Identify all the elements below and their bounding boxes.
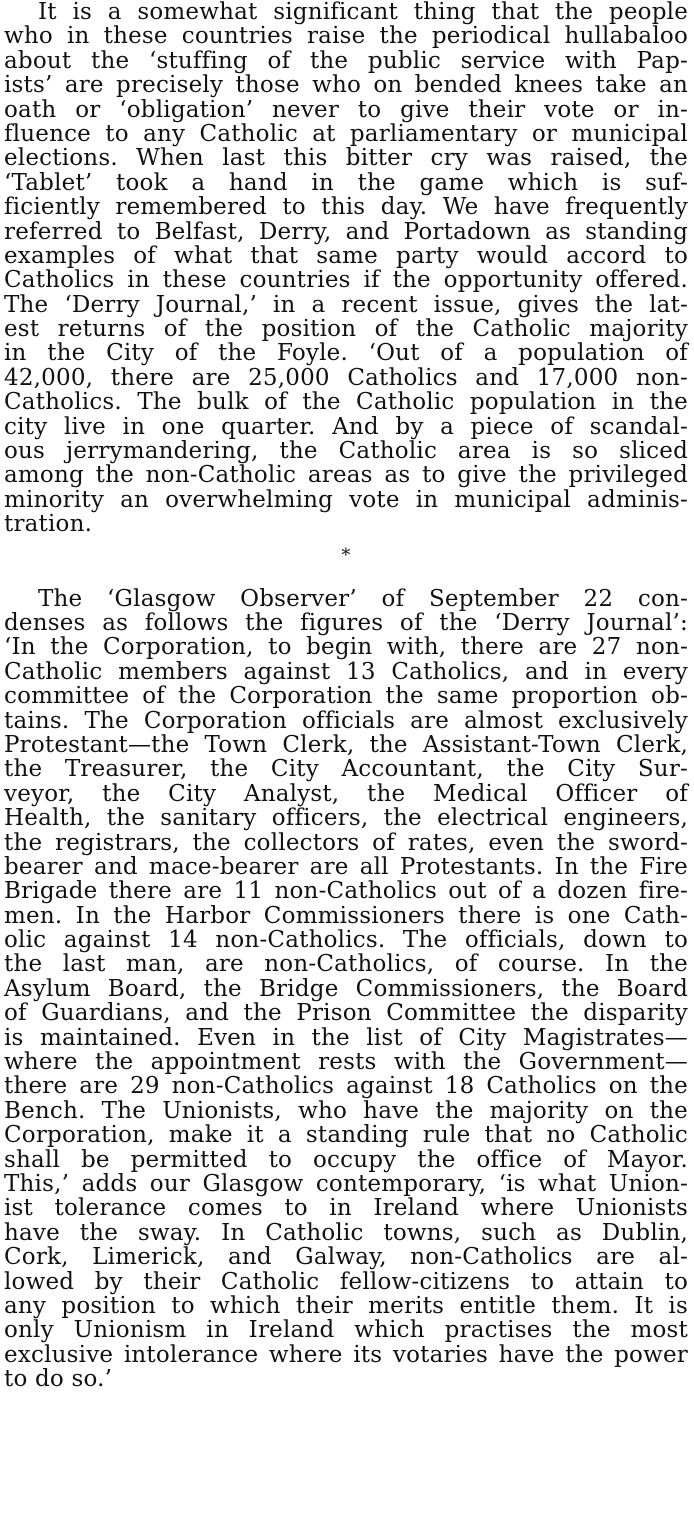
- text-line: fluence to any Catholic at parliamentary or municipal: [4, 120, 688, 147]
- text-line: Health, the sanitary officers, the electrical engineers,: [4, 805, 688, 832]
- text-line: the last man, are non-Catholics, of course. In the: [4, 951, 688, 978]
- text-line: ists’ are precisely those who on bended knees take an: [4, 72, 688, 99]
- text-line: shall be permitted to occupy the office of Mayor.: [4, 1146, 688, 1173]
- text-line: Catholics in these countries if the opportunity offered.: [4, 267, 688, 294]
- text-line: in the City of the Foyle. ‘Out of a population of: [4, 340, 688, 367]
- text-line: oath or ‘obligation’ never to give their vote or in-: [4, 96, 688, 123]
- text-line: who in these countries raise the periodical hullabaloo: [4, 23, 688, 50]
- text-line: veyor, the City Analyst, the Medical Officer of: [4, 780, 688, 807]
- text-line: city live in one quarter. And by a piece of scandal-: [4, 413, 688, 440]
- text-line: examples of what that same party would accord to: [4, 242, 688, 269]
- text-line: olic against 14 non-Catholics. The officials, down to: [4, 927, 688, 954]
- text-line: ous jerrymandering, the Catholic area is so sliced: [4, 438, 688, 465]
- text-line: The ‘Derry Journal,’ in a recent issue, gives the lat-: [4, 291, 688, 318]
- text-line: Corporation, make it a standing rule that no Catholic: [4, 1122, 688, 1149]
- text-line: ficiently remembered to this day. We have frequently: [4, 194, 688, 221]
- text-line: exclusive intolerance where its votaries have the power: [4, 1341, 688, 1368]
- paragraph-glasgow-observer: [4, 575, 688, 1392]
- text-line: ‘Tablet’ took a hand in the game which is suf-: [4, 169, 688, 196]
- text-line: Catholics. The bulk of the Catholic population in the: [4, 389, 688, 416]
- text-line: the Treasurer, the City Accountant, the City Sur-: [4, 756, 688, 783]
- paragraph-derry-returns: [4, 0, 688, 537]
- text-line: men. In the Harbor Commissioners there is one Cath-: [4, 902, 688, 929]
- text-line: Protestant—the Town Clerk, the Assistant-Town Clerk,: [4, 731, 688, 758]
- text-line: tains. The Corporation officials are almost exclusively: [4, 707, 688, 734]
- text-line: about the ‘stuffing of the public service with Pap-: [4, 47, 688, 74]
- text-line: ‘In the Corporation, to begin with, there are 27 non-: [4, 634, 688, 661]
- text-line: is maintained. Even in the list of City Magistrates—: [4, 1024, 688, 1051]
- section-separator: *: [341, 544, 351, 566]
- text-line: to do so.’: [4, 1366, 113, 1393]
- text-line: any position to which their merits entitle them. It is: [4, 1292, 688, 1319]
- text-line: the registrars, the collectors of rates, even the sword-: [4, 829, 688, 856]
- text-line: minority an overwhelming vote in municipal adminis-: [4, 486, 688, 513]
- text-line: bearer and mace-bearer are all Protestants. In the Fire: [4, 853, 688, 880]
- text-line: lowed by their Catholic fellow-citizens to attain to: [4, 1268, 688, 1295]
- text-line: tration.: [4, 511, 93, 538]
- text-line: have the sway. In Catholic towns, such as Dublin,: [4, 1219, 688, 1246]
- text-line: Asylum Board, the Bridge Commissioners, the Board: [4, 975, 688, 1002]
- text-line: It is a somewhat significant thing that the people: [38, 0, 688, 25]
- text-line: This,’ adds our Glasgow contemporary, ‘is what Union-: [4, 1170, 688, 1197]
- text-line: committee of the Corporation the same proportion ob-: [4, 683, 688, 710]
- text-line: Brigade there are 11 non-Catholics out of a dozen fire-: [4, 878, 688, 905]
- text-line: 42,000, there are 25,000 Catholics and 17,000 non-: [4, 364, 688, 391]
- text-line: there are 29 non-Catholics against 18 Catholics on the: [4, 1073, 688, 1100]
- text-line: where the appointment rests with the Government—: [4, 1049, 688, 1076]
- text-line: of Guardians, and the Prison Committee the disparity: [4, 1000, 688, 1027]
- text-line: The ‘Glasgow Observer’ of September 22 con-: [38, 585, 688, 612]
- text-line: Bench. The Unionists, who have the majority on the: [4, 1097, 688, 1124]
- text-line: referred to Belfast, Derry, and Portadown as standing: [4, 218, 688, 245]
- text-line: elections. When last this bitter cry was raised, the: [4, 145, 688, 172]
- text-line: among the non-Catholic areas as to give the privileged: [4, 462, 688, 489]
- text-line: Cork, Limerick, and Galway, non-Catholics are al-: [4, 1244, 688, 1271]
- text-line: Catholic members against 13 Catholics, and in every: [4, 658, 688, 685]
- text-line: denses as follows the figures of the ‘Derry Journal’:: [4, 609, 688, 636]
- text-line: only Unionism in Ireland which practises the most: [4, 1317, 688, 1344]
- text-line: est returns of the position of the Catholic majority: [4, 316, 688, 343]
- text-line: ist tolerance comes to in Ireland where Unionists: [4, 1195, 688, 1222]
